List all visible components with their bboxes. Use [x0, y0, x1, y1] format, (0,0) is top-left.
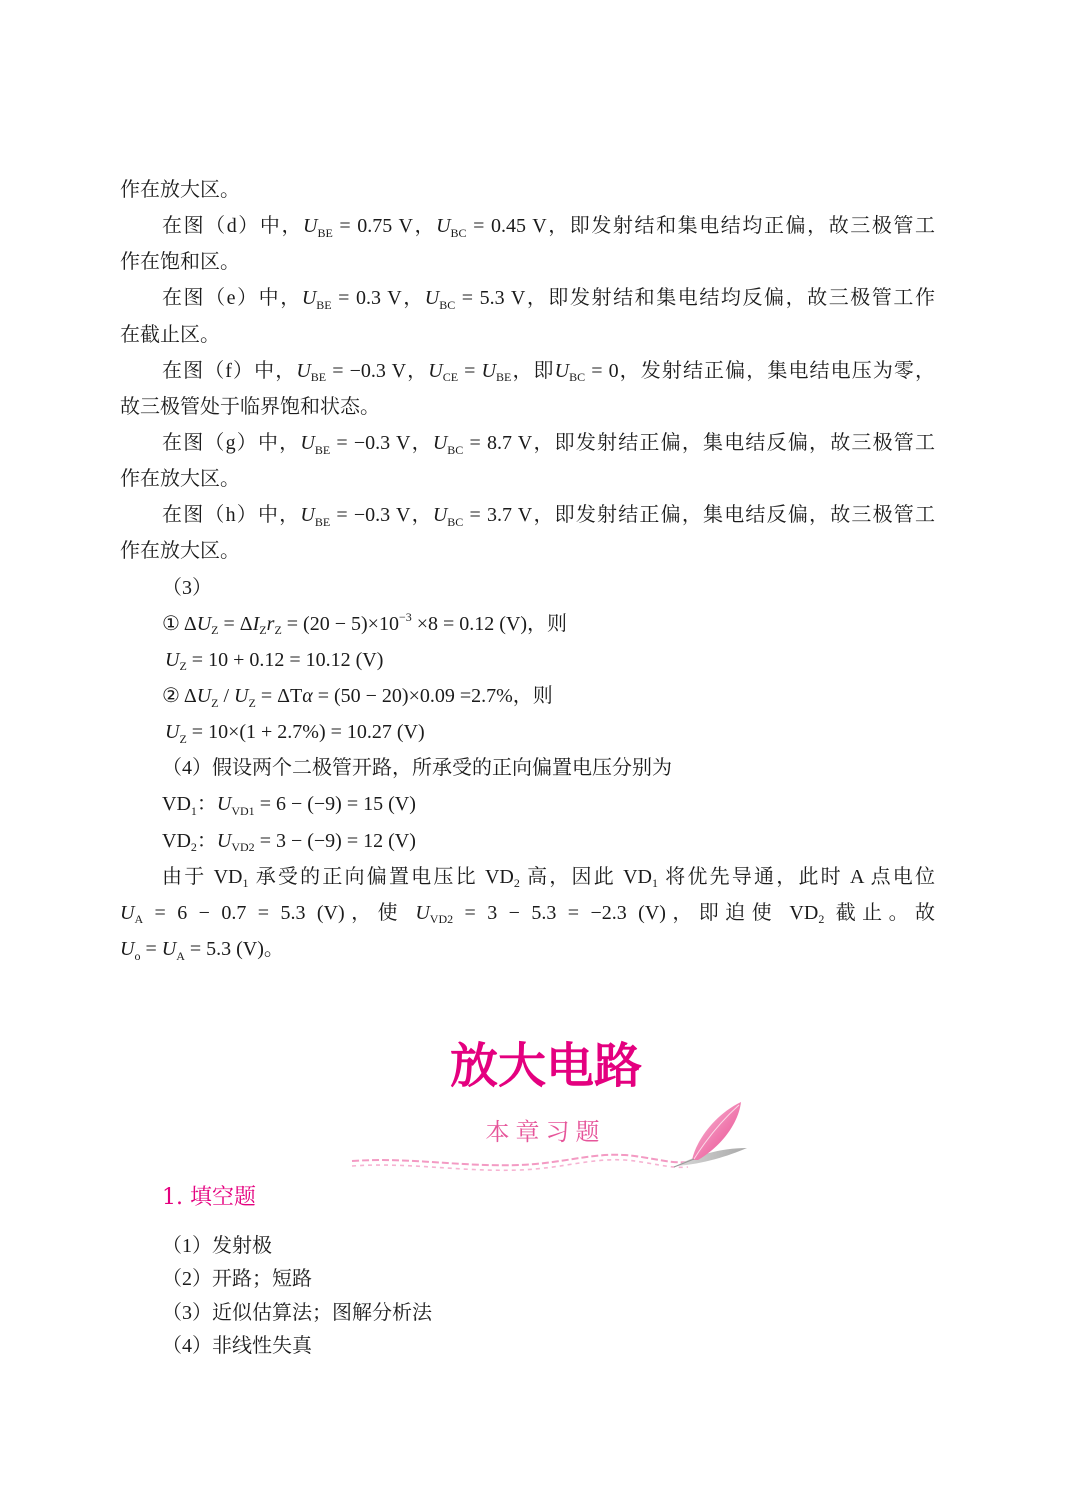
body-text-line [120, 389, 935, 425]
subscript: BE [317, 225, 333, 240]
text-run: 在图（g）中， [162, 431, 301, 454]
body-text-line [120, 317, 935, 353]
subscript: BC [447, 514, 464, 529]
subscript: A [134, 912, 144, 927]
text-run: = 0.75 V， [332, 215, 437, 238]
section-heading: 1. 填空题 [162, 1185, 256, 1210]
math-variable: U [300, 504, 315, 527]
text-run: = 6 − 0.7 = 5.3 (V)，使 [143, 901, 416, 924]
math-variable: U [161, 937, 177, 960]
feather-icon [668, 1098, 750, 1170]
math-variable: U [120, 937, 135, 960]
subscript: BE [314, 514, 331, 529]
math-variable: U [120, 901, 135, 924]
text-run: / [218, 684, 235, 707]
equation-line [120, 606, 935, 642]
math-variable: U [301, 287, 317, 310]
math-variable: U [554, 359, 570, 382]
chapter-title: 放大电路 [449, 1038, 642, 1094]
text-run: ： [196, 793, 217, 816]
subscript: VD1 [231, 803, 255, 818]
text-run: 截止。故 [824, 901, 935, 924]
equation-line [120, 678, 935, 714]
body-text-line [120, 425, 935, 461]
body-text-line [120, 353, 935, 389]
text-run: = 3 − 5.3 = −2.3 (V)，即迫使 VD [453, 901, 819, 924]
text-run: VD [162, 793, 191, 816]
math-variable: U [234, 684, 249, 707]
subscript: BC [450, 225, 467, 240]
subscript: Z [259, 623, 267, 638]
body-text-line [120, 244, 935, 280]
subscript: BE [316, 297, 332, 312]
text-run: = (20 − 5)×10 [281, 612, 399, 635]
text-run: 将优先导通，此时 A 点电位 [658, 865, 936, 888]
text-run: 作在放大区。 [120, 179, 240, 201]
text-run: ，即 [511, 359, 555, 382]
answer-item: （2）开路；短路 [162, 1268, 312, 1291]
subscript: BC [447, 442, 464, 457]
math-variable: U [165, 648, 180, 671]
text-run: 承受的正向偏置电压比 VD [248, 865, 514, 888]
subscript: Z [211, 695, 219, 710]
answer-list [162, 1230, 762, 1364]
text-run: = −0.3 V， [330, 504, 433, 527]
text-run: 高，因此 VD [519, 865, 652, 888]
equation-line [120, 714, 935, 750]
math-variable: U [300, 431, 315, 454]
subscript: BC [439, 297, 456, 312]
body-text-line [120, 931, 935, 967]
math-variable: U [424, 287, 440, 310]
body-text-line [120, 750, 935, 786]
body-text-line [120, 895, 935, 931]
text-run: = 0，发射结正偏，集电结电压为零， [585, 359, 936, 382]
text-run: ×8 = 0.12 (V)，则 [411, 612, 568, 635]
text-run: = −0.3 V， [330, 431, 433, 454]
text-run: （4）假设两个二极管开路，所承受的正向偏置电压分别为 [162, 757, 672, 780]
subscript: BE [496, 370, 512, 385]
subscript: 2 [513, 876, 520, 891]
text-run: = 8.7 V，即发射结正偏，集电结反偏，故三极管工 [463, 431, 936, 454]
text-run: = 3.7 V，即发射结正偏，集电结反偏，故三极管工 [463, 504, 936, 527]
text-run: = (50 − 20)×0.09 =2.7%，则 [312, 684, 553, 707]
text-run: 在图（h）中， [162, 504, 301, 527]
superscript: −3 [398, 610, 412, 625]
math-variable: U [216, 793, 232, 816]
text-run: ① Δ [162, 612, 197, 635]
text-run: = [458, 359, 482, 382]
text-run: = ΔT [255, 684, 303, 707]
text-run: = [140, 937, 162, 960]
wavy-line-divider [350, 1148, 690, 1174]
answer-item: （4）非线性失真 [162, 1335, 312, 1358]
text-run: 作在饱和区。 [120, 251, 240, 274]
math-variable: U [165, 721, 180, 744]
math-variable: U [432, 431, 448, 454]
text-run: = 0.45 V，即发射结和集电结均正偏，故三极管工 [466, 215, 935, 238]
answer-item: （1）发射极 [162, 1235, 272, 1257]
equation-line [120, 642, 935, 678]
text-run: = 10×(1 + 2.7%) = 10.27 (V) [186, 721, 425, 744]
subscript: 2 [190, 840, 197, 855]
math-variable: U [196, 612, 212, 635]
math-variable: U [432, 504, 448, 527]
text-run: 作在放大区。 [120, 468, 240, 491]
math-variable: r [266, 612, 275, 635]
math-variable: U [196, 684, 212, 707]
subscript: 1 [652, 876, 658, 891]
math-variable: U [436, 215, 451, 238]
text-run: 在图（f）中， [162, 359, 297, 382]
text-run: = 3 − (−9) = 12 (V) [254, 829, 416, 852]
body-text-line [120, 172, 935, 208]
text-run: 由于 VD [162, 865, 243, 888]
text-run: 故三极管处于临界饱和状态。 [120, 395, 380, 418]
subscript: Z [179, 659, 187, 674]
subscript: 2 [818, 912, 825, 927]
math-variable: U [303, 215, 318, 238]
subscript: BC [569, 370, 586, 385]
text-run: ② Δ [162, 684, 197, 707]
subscript: BE [314, 442, 331, 457]
body-text-line [120, 208, 935, 244]
subscript: Z [179, 731, 187, 746]
subscript: A [176, 948, 185, 963]
math-variable: U [415, 901, 430, 924]
text-run: = 5.3 V，即发射结和集电结均反偏，故三极管工作 [455, 287, 935, 310]
math-variable: U [428, 359, 443, 382]
text-run: 作在放大区。 [120, 540, 240, 563]
equation-line [120, 823, 935, 859]
subscript: Z [248, 695, 256, 710]
text-run: = 0.3 V， [331, 287, 425, 310]
body-text-line [120, 859, 935, 895]
body-text-line [120, 570, 935, 606]
math-variable: U [481, 359, 496, 382]
text-run: = 10 + 0.12 = 10.12 (V) [186, 648, 384, 671]
text-run: 在图（e）中， [162, 287, 302, 310]
body-text-line [120, 461, 935, 497]
equation-line [120, 786, 935, 822]
subscript: 1 [190, 803, 197, 818]
math-variable: U [296, 359, 311, 382]
answer-item: （3）近似估算法；图解分析法 [162, 1301, 432, 1324]
subscript: VD2 [231, 840, 255, 855]
body-text-line [120, 497, 935, 533]
text-run: = 6 − (−9) = 15 (V) [254, 793, 416, 816]
text-run: 在图（d）中， [162, 215, 304, 238]
text-run: （3） [162, 576, 212, 599]
solution-text [120, 172, 935, 967]
math-variable: I [252, 612, 260, 635]
text-run: = Δ [218, 612, 253, 635]
chapter-subtitle: 本章习题 [485, 1118, 606, 1146]
body-text-line [120, 533, 935, 569]
subscript: BE [310, 370, 327, 385]
subscript: Z [211, 623, 219, 638]
subscript: VD2 [429, 912, 454, 927]
subscript: o [134, 948, 141, 963]
text-run: VD [162, 829, 191, 852]
body-text-line [120, 280, 935, 316]
subscript: 1 [242, 876, 249, 891]
math-variable: U [216, 829, 232, 852]
text-run: ： [196, 829, 217, 852]
text-run: = 5.3 (V)。 [184, 937, 284, 960]
subscript: CE [442, 370, 459, 385]
subscript: Z [274, 623, 282, 638]
text-run: = −0.3 V， [326, 359, 429, 382]
math-variable: α [302, 684, 313, 707]
text-run: 在截止区。 [120, 323, 220, 346]
